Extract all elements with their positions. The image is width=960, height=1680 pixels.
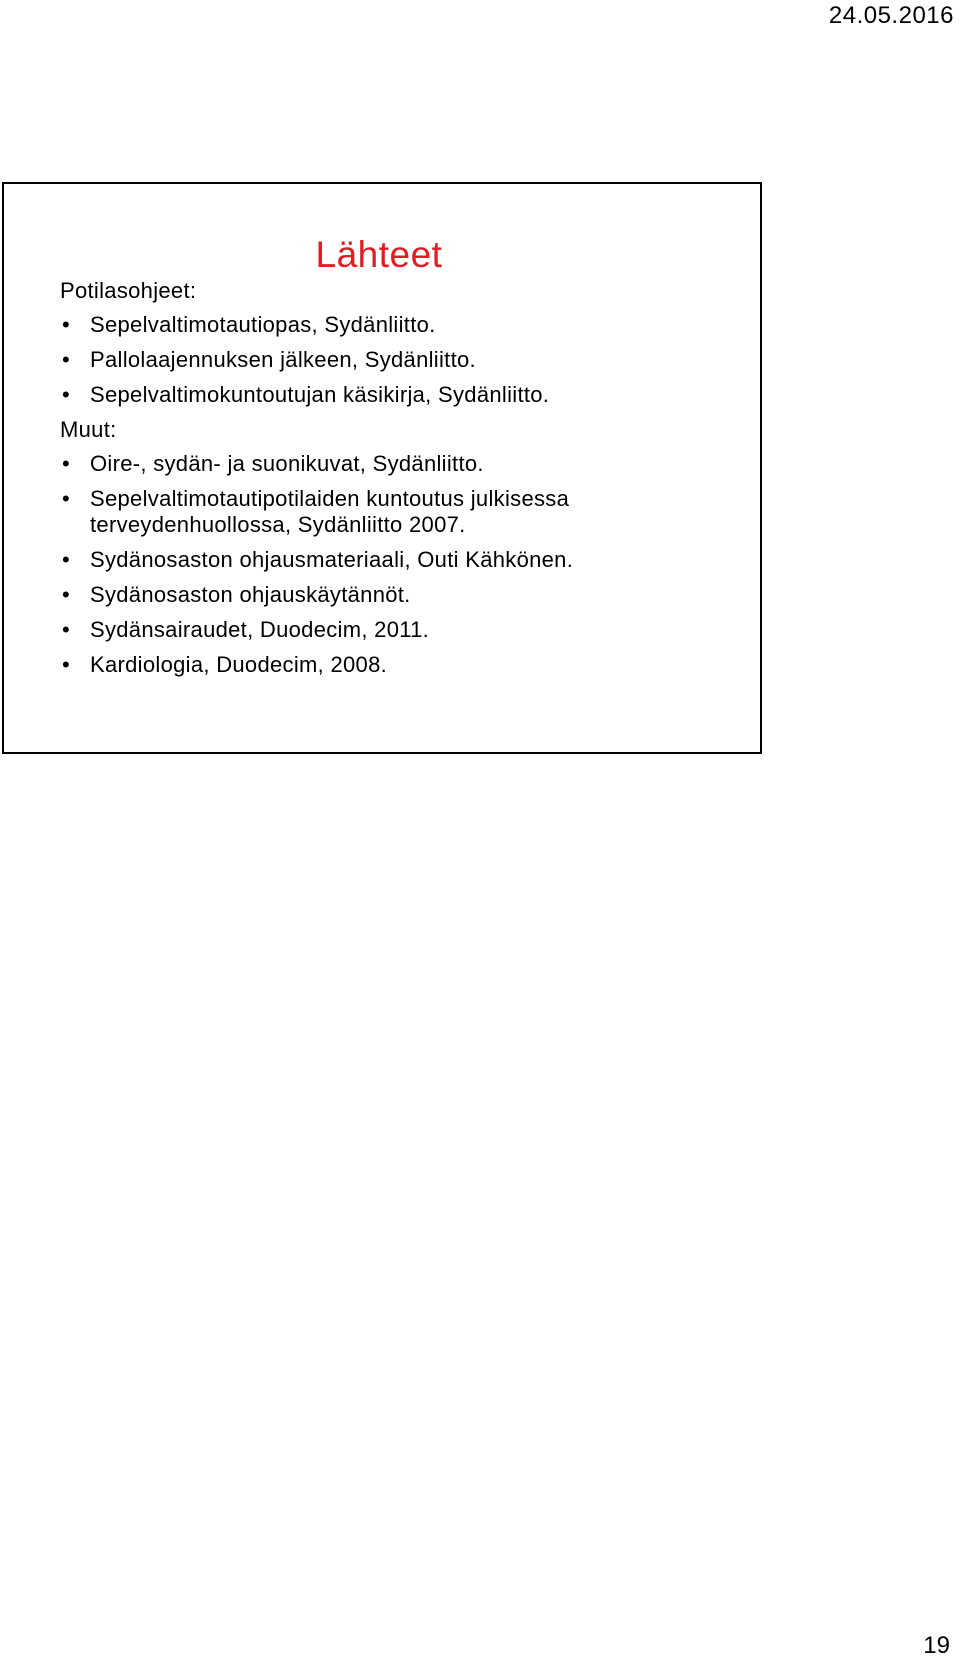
bullet-icon: • bbox=[62, 451, 71, 476]
reference-text: Oire-, sydän- ja suonikuvat, Sydänliitto. bbox=[90, 451, 484, 476]
bullet-icon: • bbox=[62, 547, 71, 572]
reference-list-other bbox=[60, 451, 750, 678]
bullet-icon: • bbox=[62, 347, 71, 372]
section-heading-other: Muut: bbox=[60, 417, 117, 442]
page-number: 19 bbox=[923, 1632, 950, 1659]
bullet-icon: • bbox=[62, 652, 71, 677]
references-content bbox=[60, 278, 750, 687]
bullet-icon: • bbox=[62, 617, 71, 642]
list-item bbox=[60, 486, 750, 538]
reference-list-patient-guides bbox=[60, 312, 750, 408]
list-item bbox=[60, 582, 750, 608]
reference-text: Sepelvaltimotautiopas, Sydänliitto. bbox=[90, 312, 436, 337]
reference-text: Sydänosaston ohjauskäytännöt. bbox=[90, 582, 411, 607]
section-heading-patient-guides: Potilasohjeet: bbox=[60, 278, 197, 303]
reference-text: Sydänsairaudet, Duodecim, 2011. bbox=[90, 617, 430, 642]
reference-text: Sepelvaltimotautipotilaiden kuntoutus julkisessa terveydenhuollossa, Sydänliitto 2007. bbox=[90, 486, 570, 537]
list-item bbox=[60, 652, 750, 678]
slide-title-text: Lähteet bbox=[315, 234, 443, 275]
list-item bbox=[60, 312, 750, 338]
bullet-icon: • bbox=[62, 486, 71, 511]
reference-text: Kardiologia, Duodecim, 2008. bbox=[90, 652, 388, 677]
bullet-icon: • bbox=[62, 582, 71, 607]
list-item bbox=[60, 382, 750, 408]
reference-text: Sydänosaston ohjausmateriaali, Outi Kähkönen. bbox=[90, 547, 574, 572]
list-item bbox=[60, 451, 750, 477]
slide-title bbox=[4, 232, 760, 278]
reference-text: Pallolaajennuksen jälkeen, Sydänliitto. bbox=[90, 347, 476, 372]
reference-text: Sepelvaltimokuntoutujan käsikirja, Sydänliitto. bbox=[90, 382, 550, 407]
page-date: 24.05.2016 bbox=[828, 2, 954, 29]
list-item bbox=[60, 347, 750, 373]
bullet-icon: • bbox=[62, 382, 71, 407]
list-item bbox=[60, 617, 750, 643]
slide-frame bbox=[2, 182, 762, 754]
list-item bbox=[60, 547, 750, 573]
bullet-icon: • bbox=[62, 312, 71, 337]
